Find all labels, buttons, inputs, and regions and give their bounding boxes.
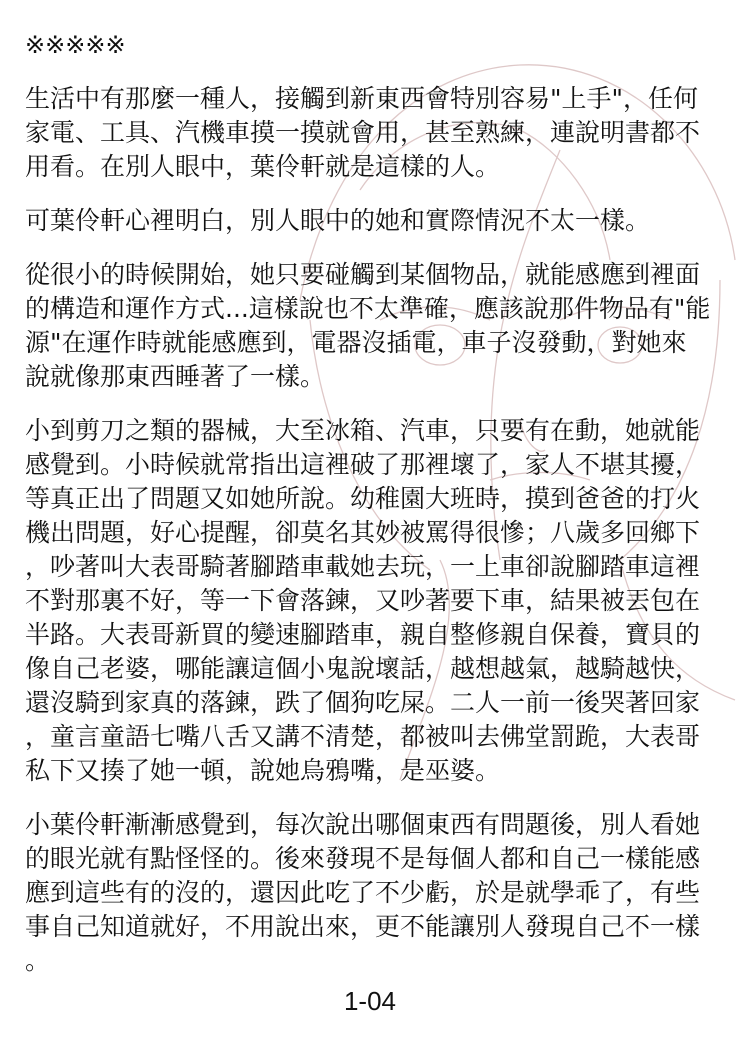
- text-line: 家電、工具、汽機車摸一摸就會用，甚至熟練，連說明書都不: [25, 118, 701, 147]
- text-line: 感覺到。小時候就常指出這裡破了那裡壞了，家人不堪其擾，: [25, 450, 701, 479]
- text-line: 等真正出了問題又如她所說。幼稚園大班時，摸到爸爸的打火: [25, 484, 701, 513]
- text-line: 小葉伶軒漸漸感覺到，每次說出哪個東西有問題後，別人看她: [25, 810, 701, 839]
- document-body: [25, 28, 725, 998]
- text-line: 像自己老婆，哪能讓這個小鬼說壞話，越想越氣，越騎越快，: [25, 654, 701, 683]
- section-separator: ※※※※※: [25, 31, 126, 59]
- paragraph: [25, 414, 725, 788]
- text-line: 說就像那東西睡著了一樣。: [25, 362, 326, 391]
- text-line: 不對那裏不好，等一下會落鍊，又吵著要下車，結果被丟包在: [25, 586, 701, 615]
- paragraph: [25, 204, 725, 238]
- page-number: 1-04: [343, 986, 397, 1016]
- text-line: ，童言童語七嘴八舌又講不清楚，都被叫去佛堂罰跪，大表哥: [25, 722, 701, 751]
- text-line: 用看。在別人眼中，葉伶軒就是這樣的人。: [25, 152, 501, 181]
- text-line: ，吵著叫大表哥騎著腳踏車載她去玩，一上車卻說腳踏車這裡: [25, 552, 701, 581]
- text-line: 可葉伶軒心裡明白，別人眼中的她和實際情況不太一樣。: [25, 206, 651, 235]
- text-line: 從很小的時候開始，她只要碰觸到某個物品，就能感應到裡面: [25, 260, 701, 289]
- text-line: 的眼光就有點怪怪的。後來發現不是每個人都和自己一樣能感: [25, 844, 701, 873]
- text-line: 私下又揍了她一頓，說她烏鴉嘴，是巫婆。: [25, 756, 501, 785]
- text-line: 生活中有那麼一種人，接觸到新東西會特別容易"上手"，任何: [25, 84, 699, 113]
- text-line: 的構造和運作方式...這樣說也不太準確，應該說那件物品有"能: [25, 294, 711, 323]
- paragraph: [25, 808, 725, 978]
- text-line: 源"在運作時就能感應到，電器沒插電，車子沒發動，對她來: [25, 328, 687, 357]
- text-line: 。: [25, 946, 51, 975]
- text-line: 還沒騎到家真的落鍊，跌了個狗吃屎。二人一前一後哭著回家: [25, 688, 701, 717]
- text-line: 小到剪刀之類的器械，大至冰箱、汽車，只要有在動，她就能: [25, 416, 701, 445]
- text-line: 應到這些有的沒的，還因此吃了不少虧，於是就學乖了，有些: [25, 878, 701, 907]
- text-line: 半路。大表哥新買的變速腳踏車，親自整修親自保養，寶貝的: [25, 620, 701, 649]
- text-line: 機出問題，好心提醒，卻莫名其妙被罵得很慘；八歲多回鄉下: [25, 518, 701, 547]
- text-line: 事自己知道就好，不用說出來，更不能讓別人發現自己不一樣: [25, 912, 701, 941]
- paragraph: [25, 258, 725, 394]
- paragraph: [25, 82, 725, 184]
